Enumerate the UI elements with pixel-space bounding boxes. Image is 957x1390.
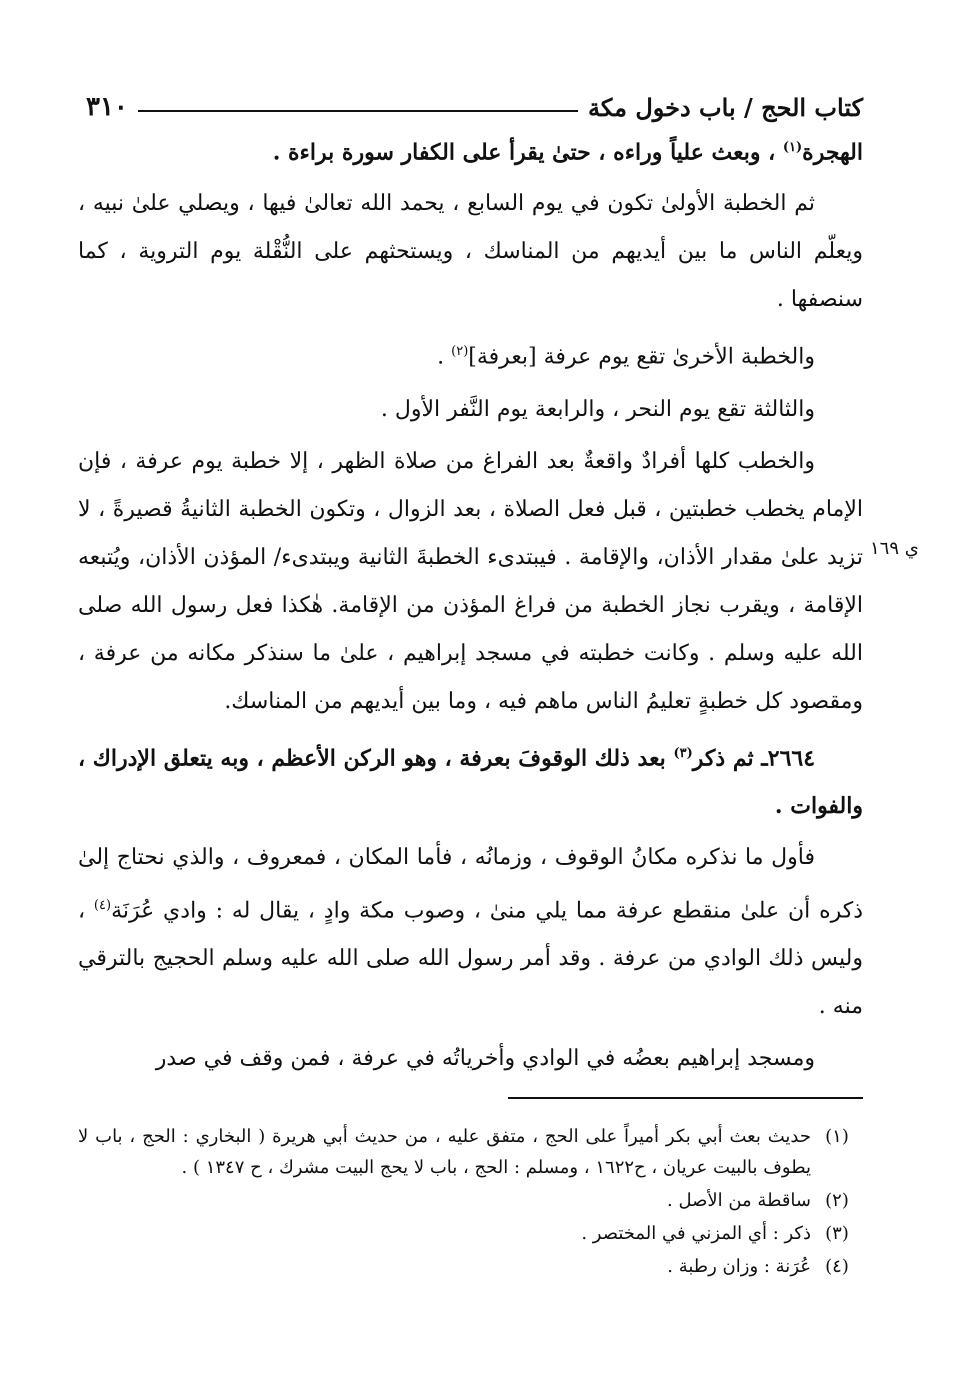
manuscript-folio-note: ي ١٦٩ bbox=[870, 538, 919, 559]
footnote-separator bbox=[508, 1097, 863, 1099]
header-rule bbox=[138, 110, 578, 112]
footnote-number: (٤) bbox=[825, 1256, 849, 1278]
paragraph bbox=[78, 834, 863, 1031]
paragraph bbox=[78, 730, 863, 830]
main-text bbox=[78, 124, 863, 1083]
footnotes bbox=[78, 1121, 863, 1282]
paragraph-text: ومسجد إبراهيم بعضُه في الوادي وأخرياتُه في عرفة ، فمن وقف في صدر bbox=[155, 1046, 815, 1072]
paragraph-text: ، وليس ذلك الوادي من عرفة . وقد أمر رسول الله صلى الله عليه وسلم الحجيج بالترقي منه . bbox=[78, 898, 863, 1020]
paragraph bbox=[78, 124, 863, 176]
paragraph bbox=[78, 180, 863, 324]
footnote-text: حديث بعث أبي بكر أميراً على الحج ، متفق عليه ، من حديث أبي هريرة ( البخاري : الحج ، باب لا يطوف بالبيت عريان ، ح١٦٢٢ ، ومسلم : الحج ، باب لا يحج البيت مشرك ، ح ١٣٤٧ ) . bbox=[78, 1126, 811, 1179]
paragraph-text: ٢٦٦٤ـ ثم ذكر bbox=[692, 744, 816, 771]
page-header bbox=[78, 78, 863, 122]
paragraph bbox=[78, 328, 863, 381]
paragraph-text: والثالثة تقع يوم النحر ، والرابعة يوم النَّفر الأول . bbox=[380, 396, 815, 422]
paragraph-text: الهجرة bbox=[802, 139, 863, 166]
footnote-number: (١) bbox=[825, 1126, 849, 1148]
footnote bbox=[78, 1251, 863, 1282]
paragraph-text: ثم الخطبة الأولىٰ تكون في يوم السابع ، يحمد الله تعالىٰ فيها ، ويصلي علىٰ نبيه ، ويعلّم الناس ما بين أيديهم من المناسك ، ويستحثهم على النُّقْلة يوم التروية ، كما سنصفها . bbox=[78, 191, 863, 313]
paragraph-text: فأول ما نذكره مكانُ الوقوف ، وزمانُه ، فأما المكان ، فمعروف ، والذي نحتاج إلىٰ ذكره أن علىٰ منقطع عرفة مما يلي منىٰ ، وصوب مكة وادٍ ، يقال له : وادي عُرَنَة bbox=[78, 844, 864, 924]
book-page bbox=[78, 78, 863, 1284]
footnote bbox=[78, 1218, 863, 1249]
footnote-marker: (١) bbox=[782, 140, 803, 155]
paragraph bbox=[78, 438, 863, 726]
footnote-text: عُرَنة : وزان رطبة . bbox=[667, 1256, 811, 1278]
paragraph bbox=[78, 386, 863, 434]
footnote-marker: (٢) bbox=[451, 344, 469, 360]
footnote-text: ساقطة من الأصل . bbox=[667, 1190, 811, 1212]
paragraph-text: ، وبعث علياً وراءه ، حتىٰ يقرأ على الكفار سورة براءة . bbox=[272, 139, 783, 166]
footnote-number: (٢) bbox=[825, 1190, 849, 1212]
footnote bbox=[78, 1121, 863, 1183]
footnote-text: ذكر : أي المزني في المختصر . bbox=[581, 1223, 811, 1245]
footnote-marker: (٣) bbox=[673, 745, 693, 761]
paragraph-text: والخطب كلها أفرادٌ واقعةٌ بعد الفراغ من صلاة الظهر ، إلا خطبة يوم عرفة ، فإن الإمام يخطب خطبتين ، قبل فعل الصلاة ، بعد الزوال ، وتكون الخطبة الثانيةُ قصيرةً ، لا تزيد علىٰ مقدار الأذان، والإقامة . فيبتدىء الخطبةَ الثانية ويبتدىء/ المؤذن الأذان، ويُتبعه الإقامة ، ويقرب نجاز الخطبة من فراغ المؤذن من الإقامة. هٰكذا فعل رسول الله صلى الله عليه وسلم . وكانت خطبته في مسجد إبراهيم ، علىٰ ما سنذكر مكانه من عرفة ، ومقصود كل خطبةٍ تعليمُ الناس ماهم فيه ، وما بين أيديهم من المناسك. bbox=[78, 448, 863, 714]
footnote bbox=[78, 1185, 863, 1216]
running-title: كتاب الحج / باب دخول مكة bbox=[587, 93, 863, 122]
paragraph-text: بعد ذلك الوقوفَ بعرفة ، وهو الركن الأعظم ، وبه يتعلق الإدراك ، والفوات . bbox=[78, 744, 863, 819]
paragraph-text: والخطبة الأخرىٰ تقع يوم عرفة [بعرفة] bbox=[468, 344, 815, 370]
paragraph bbox=[78, 1035, 863, 1083]
paragraph-text: . bbox=[437, 344, 452, 370]
footnote-number: (٣) bbox=[825, 1223, 849, 1245]
page-number: ٣١٠ bbox=[86, 92, 128, 122]
footnote-marker: (٤) bbox=[93, 897, 112, 913]
